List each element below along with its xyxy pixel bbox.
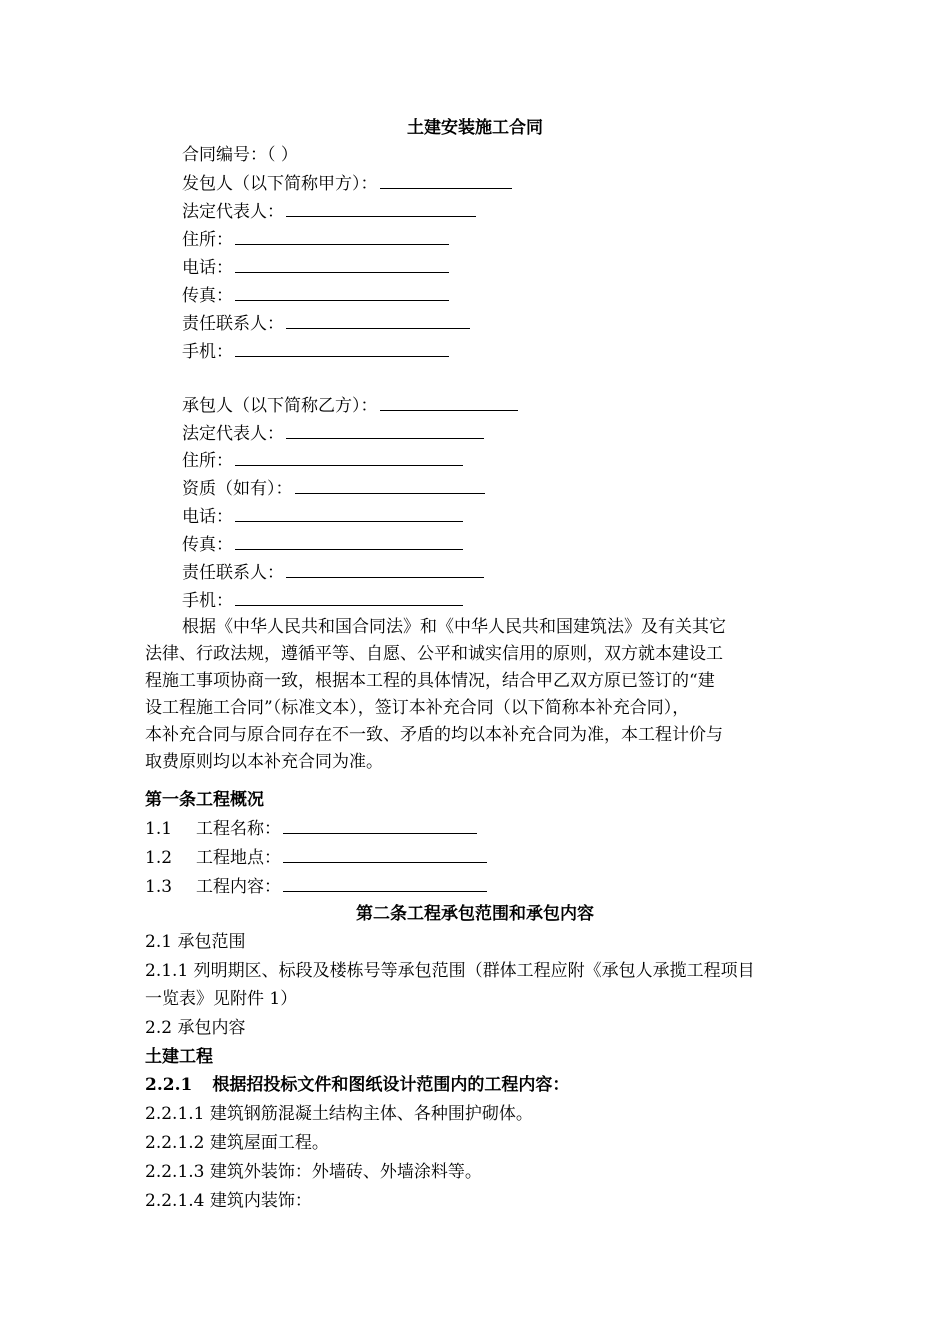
section-2-2-1 (145, 1074, 569, 1096)
item-label: 工程名称： (196, 819, 282, 839)
party-b-qualification-label: 资质（如有）： (182, 479, 293, 499)
party-b-contact-label: 责任联系人： (182, 563, 284, 583)
section-2-1-1-line-1: 2.1.1 列明期区、标段及楼栋号等承包范围（群体工程应附《承包人承揽工程项目 (145, 961, 755, 981)
party-b-phone-label: 电话： (182, 507, 233, 527)
party-b-address-label: 住所： (182, 451, 233, 471)
preamble-line-5: 本补充合同与原合同存在不一致、矛盾的均以本补充合同为准，本工程计价与 (145, 725, 723, 745)
party-a-address-line (182, 228, 449, 250)
party-b-contact-blank (286, 561, 484, 578)
party-b-phone-line (182, 505, 463, 527)
party-b-rep-line (182, 422, 484, 444)
party-b-mobile-label: 手机： (182, 591, 233, 611)
party-b-mobile-blank (235, 589, 463, 606)
party-a-mobile-blank (235, 340, 449, 357)
party-b-qualification-blank (295, 477, 485, 494)
preamble-line-6: 取费原则均以本补充合同为准。 (145, 752, 383, 772)
party-b-address-line (182, 449, 463, 471)
section-text: 根据招投标文件和图纸设计范围内的工程内容： (212, 1075, 570, 1095)
party-a-rep-line (182, 200, 476, 222)
party-a-contact-label: 责任联系人： (182, 314, 284, 334)
section-2-2-1-3: 2.2.1.3 建筑外装饰：外墙砖、外墙涂料等。 (145, 1162, 482, 1182)
party-a-fax-line (182, 284, 449, 306)
party-a-fax-blank (235, 284, 449, 301)
party-b-blank (380, 394, 518, 411)
item-label: 工程内容： (196, 877, 282, 897)
party-a-label: 发包人（以下简称甲方）： (182, 174, 378, 194)
section-number: 2.2.1 (145, 1075, 193, 1095)
item-number: 1.1 (145, 819, 173, 839)
party-b-fax-label: 传真： (182, 535, 233, 555)
party-a-mobile-line (182, 340, 449, 362)
party-a-rep-label: 法定代表人： (182, 202, 284, 222)
party-a-rep-blank (286, 200, 476, 217)
party-b-label: 承包人（以下简称乙方）： (182, 396, 378, 416)
contract-title: 土建安装施工合同 (407, 118, 543, 138)
preamble-line-3: 程施工事项协商一致，根据本工程的具体情况，结合甲乙双方原已签订的“建 (145, 671, 715, 691)
party-a-phone-line (182, 256, 449, 278)
party-a-contact-blank (286, 312, 470, 329)
party-b-qualification-line (182, 477, 485, 499)
party-b-address-blank (235, 449, 463, 466)
party-b-rep-blank (286, 422, 484, 439)
item-blank (283, 817, 477, 834)
party-b-line (182, 394, 518, 416)
party-a-line (182, 172, 512, 194)
contract-number: 合同编号：（ ） (182, 145, 298, 165)
party-b-phone-blank (235, 505, 463, 522)
item-blank (283, 875, 487, 892)
party-b-rep-label: 法定代表人： (182, 424, 284, 444)
item-label: 工程地点： (196, 848, 282, 868)
party-a-phone-label: 电话： (182, 258, 233, 278)
item-blank (283, 846, 487, 863)
preamble-line-2: 法律、行政法规，遵循平等、自愿、公平和诚实信用的原则，双方就本建设工 (145, 644, 723, 664)
party-b-mobile-line (182, 589, 463, 611)
section-2-2-1-2: 2.2.1.2 建筑屋面工程。 (145, 1133, 329, 1153)
party-b-contact-line (182, 561, 484, 583)
party-a-fax-label: 传真： (182, 286, 233, 306)
party-a-address-label: 住所： (182, 230, 233, 250)
party-a-mobile-label: 手机： (182, 342, 233, 362)
article-1-item-2 (145, 846, 487, 868)
party-a-blank (380, 172, 512, 189)
item-number: 1.3 (145, 877, 173, 897)
party-a-contact-line (182, 312, 470, 334)
section-2-2-1-4: 2.2.1.4 建筑内装饰： (145, 1191, 312, 1211)
article-1-heading: 第一条工程概况 (145, 790, 264, 810)
section-2-1-1-line-2: 一览表》见附件 1） (145, 989, 298, 1009)
article-1-item-1 (145, 817, 477, 839)
section-2-1: 2.1 承包范围 (145, 932, 246, 952)
article-2-heading: 第二条工程承包范围和承包内容 (356, 904, 594, 924)
party-b-fax-line (182, 533, 463, 555)
section-2-2-1-1: 2.2.1.1 建筑钢筋混凝土结构主体、各种围护砌体。 (145, 1104, 533, 1124)
preamble-line-4: 设工程施工合同”（标准文本），签订本补充合同（以下简称本补充合同）， (145, 698, 690, 718)
item-number: 1.2 (145, 848, 173, 868)
section-2-2: 2.2 承包内容 (145, 1018, 246, 1038)
party-b-fax-blank (235, 533, 463, 550)
civil-works-heading: 土建工程 (145, 1047, 213, 1067)
party-a-phone-blank (235, 256, 449, 273)
preamble-line-1: 根据《中华人民共和国合同法》和《中华人民共和国建筑法》及有关其它 (182, 617, 726, 637)
party-a-address-blank (235, 228, 449, 245)
article-1-item-3 (145, 875, 487, 897)
